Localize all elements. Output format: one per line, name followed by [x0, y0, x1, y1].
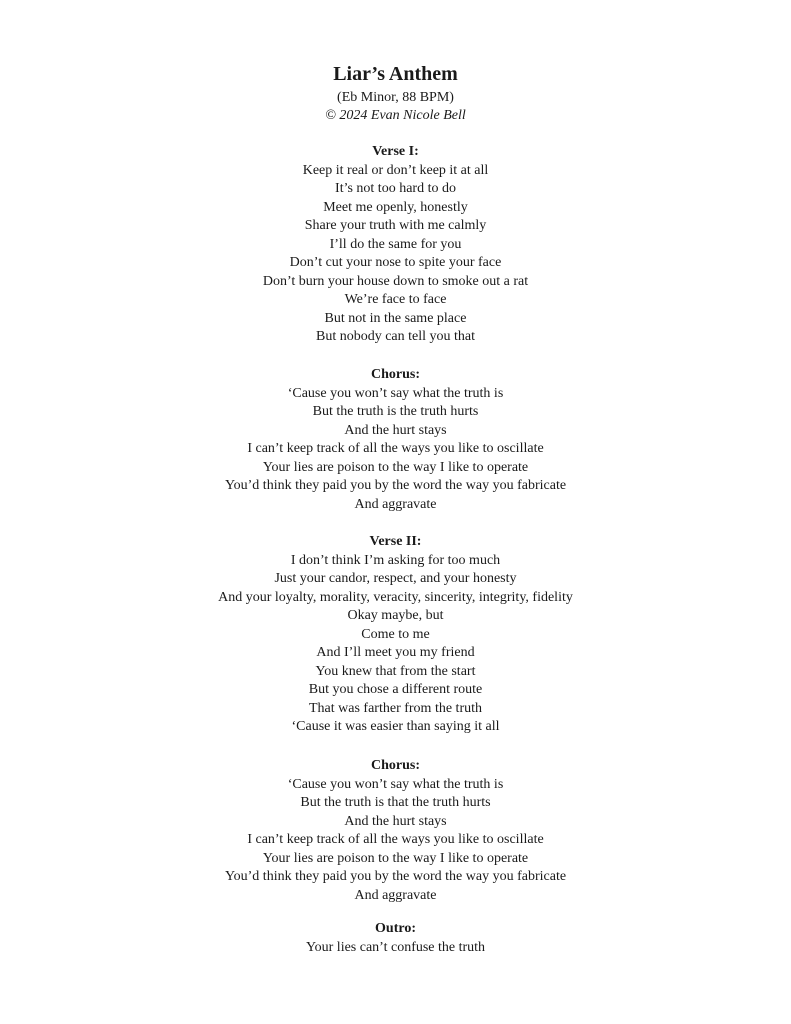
lyric-line: And aggravate [354, 887, 437, 903]
lyric-line: You’d think they paid you by the word the way you fabricate [224, 478, 567, 493]
lyric-line: Okay maybe, but [347, 608, 444, 623]
section-heading: Verse II: [369, 534, 422, 549]
lyric-line: ‘Cause it was easier than saying it all [291, 719, 500, 734]
lyric-line: But nobody can tell you that [315, 329, 476, 344]
section-heading: Verse I: [372, 144, 419, 159]
lyric-line: You’d think they paid you by the word the way you fabricate [224, 869, 567, 884]
lyric-line: But the truth is that the truth hurts [300, 795, 491, 810]
section-chorus-2 [0, 757, 791, 905]
lyric-line: Share your truth with me calmly [304, 218, 487, 233]
lyric-line: Your lies are poison to the way I like to operate [262, 850, 529, 866]
section-verse-1 [0, 143, 791, 347]
lyric-line: Your lies can’t confuse the truth [305, 939, 486, 955]
lyric-line: I’ll do the same for you [329, 236, 462, 252]
lyric-line: But you chose a different route [308, 682, 483, 697]
lyric-line: ‘Cause you won’t say what the truth is [287, 385, 504, 401]
lyric-line: It’s not too hard to do [335, 181, 456, 196]
key-tempo-subtitle: (Eb Minor, 88 BPM) [337, 90, 454, 105]
section-outro [0, 920, 791, 957]
lyric-line: And aggravate [354, 496, 437, 512]
lyric-line: Keep it real or don’t keep it at all [302, 162, 489, 178]
section-verse-2 [0, 533, 791, 737]
lyric-line: Come to me [361, 626, 430, 642]
lyric-line: Just your candor, respect, and your honesty [274, 571, 517, 586]
lyric-line: I can’t keep track of all the ways you like to oscillate [247, 441, 544, 456]
lyric-line: And your loyalty, morality, veracity, sincerity, integrity, fidelity [218, 589, 573, 605]
lyric-line: And the hurt stays [344, 813, 447, 829]
lyric-line: And I’ll meet you my friend [316, 645, 475, 660]
section-chorus-1 [0, 366, 791, 514]
lyric-line: Your lies are poison to the way I like to operate [262, 459, 529, 475]
lyric-line: And the hurt stays [344, 422, 447, 438]
lyric-line: ‘Cause you won’t say what the truth is [287, 776, 504, 792]
section-heading: Chorus: [370, 367, 420, 382]
lyric-line: But not in the same place [324, 310, 467, 326]
lyric-line: You knew that from the start [315, 663, 476, 679]
lyric-line: That was farther from the truth [309, 700, 482, 716]
lyric-line: But the truth is the truth hurts [312, 404, 479, 419]
lyric-line: Don’t cut your nose to spite your face [289, 255, 502, 270]
section-heading: Chorus: [370, 758, 420, 773]
lyric-line: I can’t keep track of all the ways you like to oscillate [247, 832, 544, 847]
copyright-line: © 2024 Evan Nicole Bell [325, 108, 466, 123]
lyric-line: We’re face to face [344, 292, 447, 307]
lyric-line: Meet me openly, honestly [323, 199, 468, 215]
lyric-line: Don’t burn your house down to smoke out a rat [262, 273, 529, 289]
lyric-line: I don’t think I’m asking for too much [290, 552, 501, 568]
section-heading: Outro: [375, 921, 416, 936]
page-title: Liar’s Anthem [333, 63, 458, 85]
